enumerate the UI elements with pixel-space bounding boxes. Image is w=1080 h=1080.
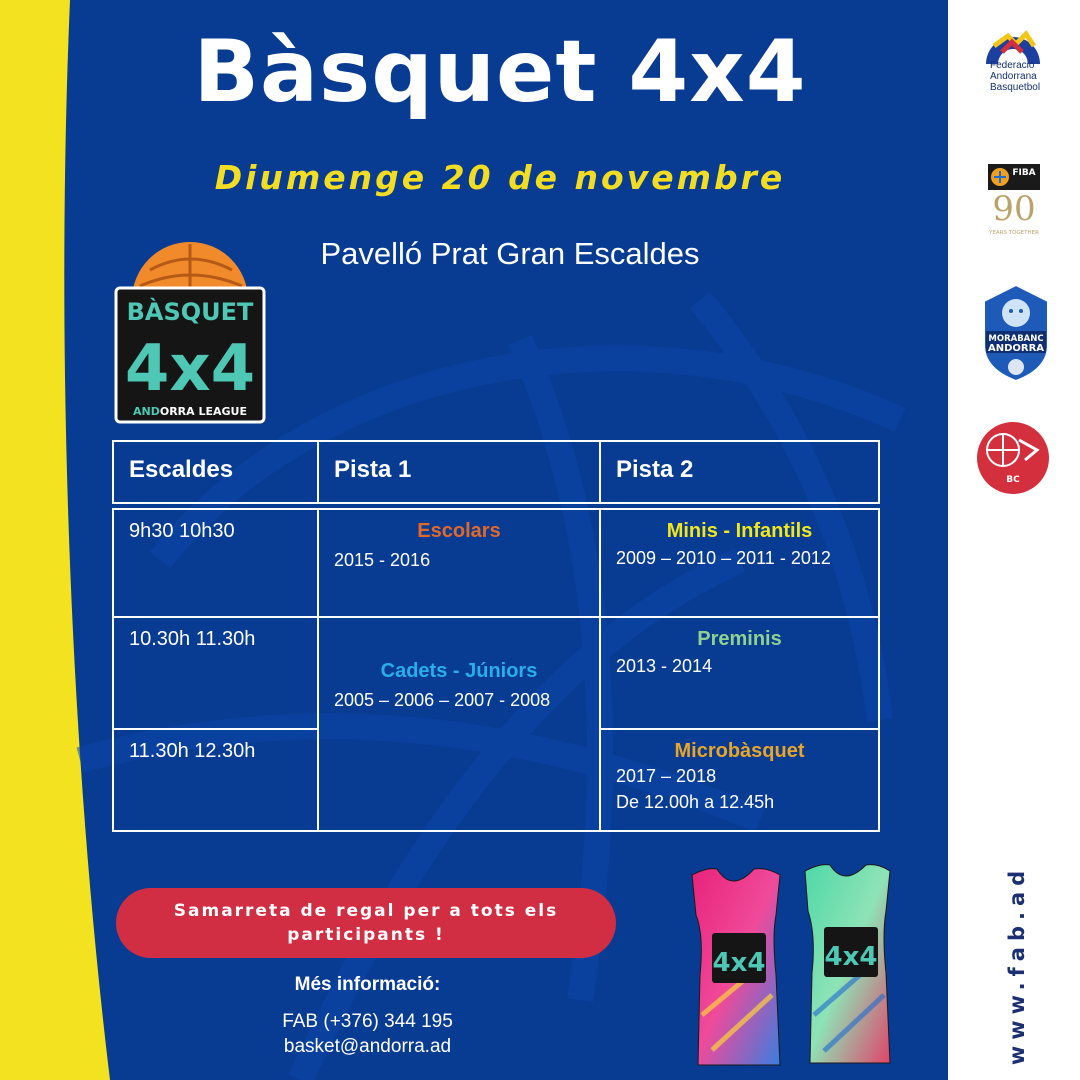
years-minis: 2009 – 2010 – 2011 - 2012 xyxy=(616,548,831,568)
event-date: Diumenge 20 de novembre xyxy=(214,158,786,197)
basquet-4x4-league-logo xyxy=(110,240,270,426)
time-slot-1: 9h30 10h30 xyxy=(112,508,319,618)
league-logo-top: BÀSQUET xyxy=(126,298,254,326)
fab-logo-text: Federació Andorrana Basquetbol xyxy=(990,60,1041,93)
header-pista-2: Pista 2 xyxy=(599,440,880,504)
time-slot-2: 10.30h 11.30h xyxy=(112,616,319,730)
svg-text:FIBA: FIBA xyxy=(1012,168,1036,178)
event-venue: Pavelló Prat Gran Escaldes xyxy=(320,236,700,271)
league-logo-big: 4x4 xyxy=(124,332,256,406)
website-url[interactable]: www.fab.ad xyxy=(1005,864,1029,1066)
svg-text:YEARS TOGETHER: YEARS TOGETHER xyxy=(989,230,1039,236)
contact-email: basket@andorra.ad xyxy=(283,1036,452,1057)
group-cadets: Cadets - Júniors xyxy=(380,660,538,682)
group-minis: Minis - Infantils xyxy=(666,520,813,542)
event-title: Bàsquet 4x4 xyxy=(193,22,807,122)
svg-text:4x4: 4x4 xyxy=(712,948,766,978)
group-preminis: Preminis xyxy=(697,628,782,650)
cell-cadets xyxy=(317,616,601,832)
group-escolars: Escolars xyxy=(417,520,501,542)
years-escolars: 2015 - 2016 xyxy=(334,550,431,570)
contact-phone: FAB (+376) 344 195 xyxy=(282,1011,453,1032)
jerseys-illustration xyxy=(672,855,927,1070)
cell-minis xyxy=(599,508,880,618)
svg-text:ANDORRA: ANDORRA xyxy=(987,343,1045,354)
fiba-90-logo xyxy=(982,160,1046,238)
bc-escaldes-logo xyxy=(975,420,1051,496)
svg-text:MORABANC: MORABANC xyxy=(988,334,1044,344)
svg-text:4x4: 4x4 xyxy=(824,942,878,972)
time-microbasquet: De 12.00h a 12.45h xyxy=(616,792,775,812)
cell-microbasquet xyxy=(599,728,880,832)
svg-text:90: 90 xyxy=(992,189,1036,229)
header-escaldes: Escaldes xyxy=(112,440,319,504)
morabanc-andorra-logo xyxy=(980,283,1052,383)
time-slot-3: 11.30h 12.30h xyxy=(112,728,319,832)
years-microbasquet: 2017 – 2018 xyxy=(616,766,717,786)
league-logo-bottom: ANDORRA LEAGUE xyxy=(132,405,248,418)
group-microbasquet: Microbàsquet xyxy=(674,740,805,762)
cell-preminis xyxy=(599,616,880,730)
years-preminis: 2013 - 2014 xyxy=(616,656,713,676)
header-pista-1: Pista 1 xyxy=(317,440,601,504)
svg-text:BC: BC xyxy=(1006,475,1020,485)
years-cadets: 2005 – 2006 – 2007 - 2008 xyxy=(334,690,551,710)
cell-escolars xyxy=(317,508,601,618)
schedule-table xyxy=(112,440,880,832)
yeti-icon xyxy=(1002,299,1030,327)
more-info-heading: Més informació: xyxy=(294,974,441,995)
gift-banner: Samarreta de regal per a tots els participants ! xyxy=(116,888,616,958)
